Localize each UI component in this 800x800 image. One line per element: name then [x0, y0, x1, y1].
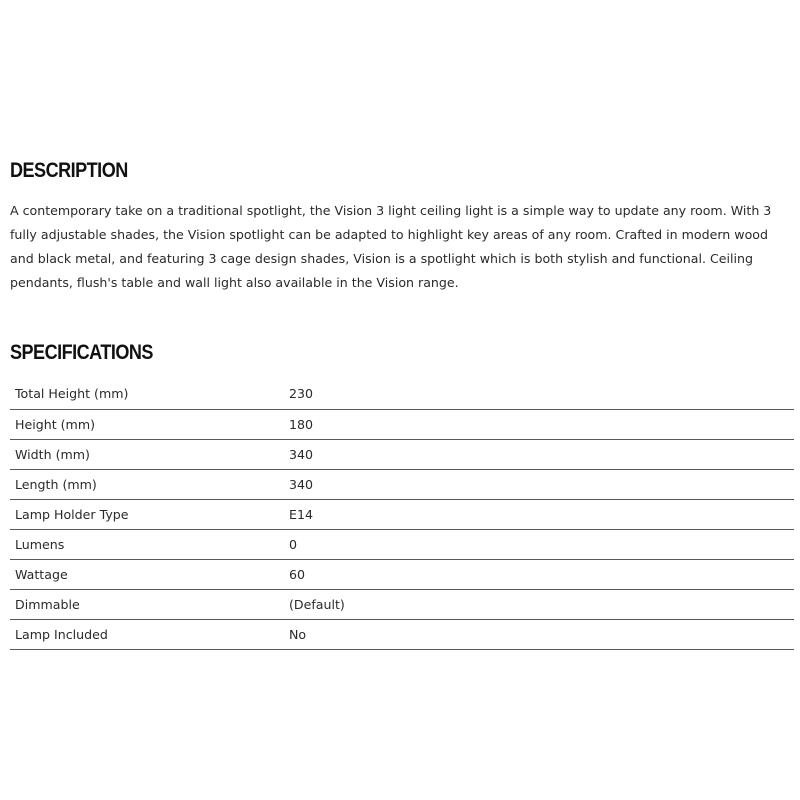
specifications-section	[10, 339, 794, 650]
spec-row-lamp-holder-type	[10, 499, 794, 529]
spec-value: 230	[289, 386, 314, 402]
spec-label: Length (mm)	[15, 476, 97, 492]
spec-row-lamp-included	[10, 619, 794, 649]
spec-row-lumens	[10, 529, 794, 559]
spec-row-wattage	[10, 559, 794, 589]
specifications-table	[10, 379, 794, 650]
spec-label: Dimmable	[15, 596, 80, 612]
spec-value: 340	[289, 446, 314, 462]
spec-row-height	[10, 409, 794, 439]
spec-value: 340	[289, 476, 314, 492]
specifications-heading: SPECIFICATIONS	[10, 341, 153, 364]
spec-value: 0	[289, 536, 298, 552]
spec-row-dimmable	[10, 589, 794, 619]
spec-row-width	[10, 439, 794, 469]
spec-value: 180	[289, 416, 314, 432]
spec-label: Lamp Included	[15, 626, 108, 642]
description-text: A contemporary take on a traditional spotlight, the Vision 3 light ceiling light is a simple way to update any room. With 3 fully adjustable shades, the Vision spotlight can be adapted to highlight key areas of any room. Crafted in modern wood and black metal, and featuring 3 cage design shades, Vision is a spotlight which is both stylish and functional. Ceiling pendants, flush's table and wall light also available in the Vision range.	[10, 203, 772, 290]
spec-value: 60	[289, 566, 306, 582]
spec-label: Width (mm)	[15, 446, 90, 462]
spec-label: Total Height (mm)	[15, 386, 129, 402]
spec-label: Lumens	[15, 536, 65, 552]
spec-row-total-height	[10, 379, 794, 409]
spec-value: (Default)	[289, 596, 345, 612]
spec-label: Lamp Holder Type	[15, 506, 129, 522]
spec-row-length	[10, 469, 794, 499]
spec-label: Wattage	[15, 566, 68, 582]
spec-value: E14	[289, 506, 313, 522]
spec-value: No	[289, 626, 307, 642]
description-heading: DESCRIPTION	[10, 159, 128, 182]
description-section	[10, 157, 794, 295]
spec-label: Height (mm)	[15, 416, 95, 432]
